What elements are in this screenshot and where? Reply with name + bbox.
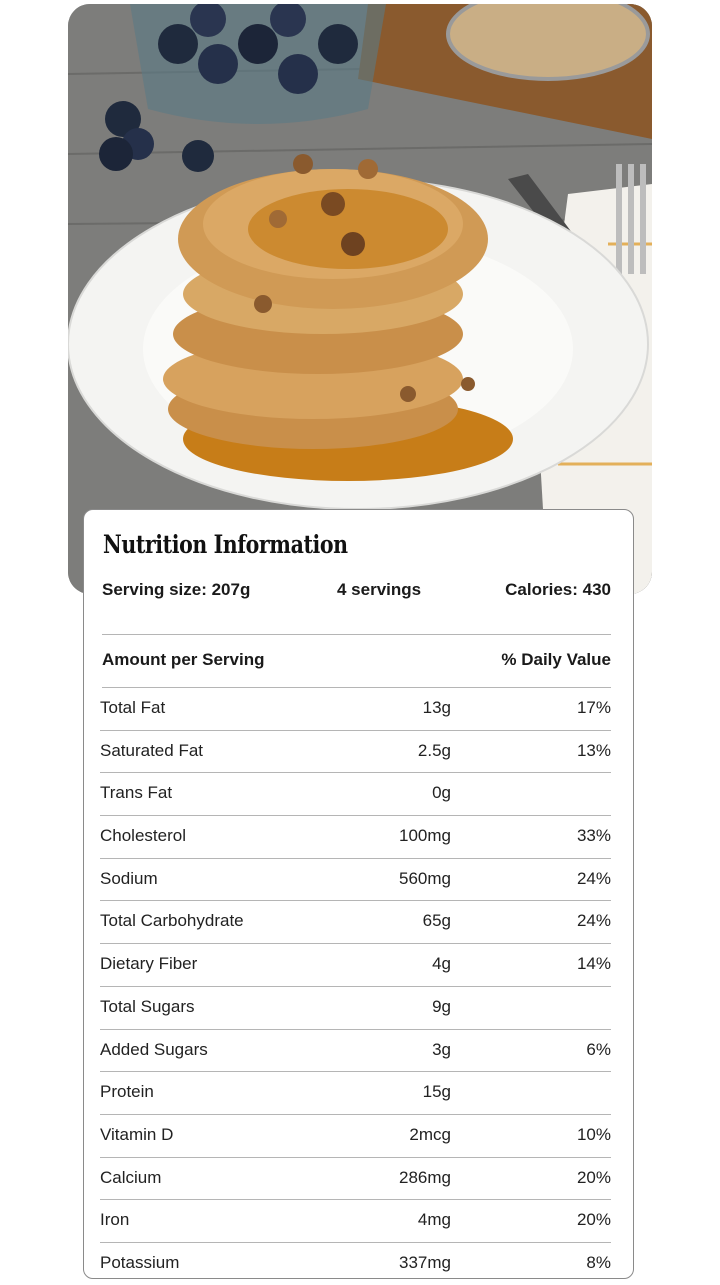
nutrient-amount: 100mg (399, 826, 451, 846)
table-row (100, 688, 611, 731)
nutrient-amount: 560mg (399, 868, 451, 888)
nutrient-name: Trans Fat (100, 783, 173, 803)
nutrient-amount: 65g (422, 911, 451, 931)
serving-size: Serving size: 207g (102, 580, 251, 599)
nutrient-dv: 10% (576, 1124, 611, 1144)
nutrient-dv: 13% (576, 740, 611, 760)
nutrient-amount: 3g (432, 1039, 451, 1059)
nutrient-amount: 4mg (417, 1210, 451, 1230)
nutrient-name: Calcium (100, 1167, 162, 1187)
table-row (100, 816, 611, 859)
divider (102, 634, 611, 635)
table-row (100, 1030, 611, 1073)
header-amount: Amount per Serving (102, 650, 265, 669)
table-row (100, 731, 611, 774)
nutrient-dv: 8% (586, 1252, 611, 1272)
nutrient-name: Total Fat (100, 698, 166, 717)
nutrient-name: Cholesterol (100, 826, 186, 846)
nutrient-name: Potassium (100, 1252, 180, 1272)
table-row (100, 987, 611, 1030)
nutrient-dv: 17% (576, 698, 611, 717)
nutrient-name: Saturated Fat (100, 740, 204, 760)
nutrient-amount: 15g (422, 1082, 451, 1102)
table-row (100, 901, 611, 944)
table-row (100, 1243, 611, 1285)
table-row (100, 1200, 611, 1243)
nutrient-name: Vitamin D (100, 1124, 174, 1144)
table-row (100, 944, 611, 987)
nutrient-amount: 2.5g (417, 740, 451, 760)
nutrient-table (100, 688, 611, 1285)
nutrient-amount: 0g (432, 783, 451, 803)
serving-summary (102, 580, 611, 604)
nutrient-dv: 24% (576, 868, 611, 888)
table-header (102, 650, 611, 674)
nutrient-name: Sodium (100, 868, 158, 888)
servings-count: 4 servings (337, 580, 422, 599)
nutrient-dv: 33% (576, 826, 611, 846)
nutrient-name: Iron (100, 1210, 130, 1230)
nutrition-title: Nutrition Information (103, 530, 348, 559)
table-row (100, 859, 611, 902)
nutrient-dv: 24% (576, 911, 611, 931)
nutrient-amount: 4g (432, 954, 451, 974)
nutrient-name: Protein (100, 1082, 154, 1102)
nutrient-amount: 9g (432, 996, 451, 1016)
nutrition-card (83, 509, 634, 1279)
nutrient-amount: 13g (422, 698, 451, 717)
nutrient-amount: 286mg (399, 1167, 451, 1187)
nutrient-name: Added Sugars (100, 1039, 208, 1059)
nutrient-name: Dietary Fiber (100, 954, 198, 974)
nutrient-dv: 20% (576, 1167, 611, 1187)
nutrient-name: Total Carbohydrate (100, 911, 244, 931)
table-row (100, 1072, 611, 1115)
nutrient-amount: 2mcg (409, 1124, 451, 1144)
table-row (100, 1158, 611, 1201)
nutrient-dv: 14% (576, 954, 611, 974)
nutrient-amount: 337mg (399, 1252, 451, 1272)
nutrient-dv: 6% (586, 1039, 611, 1059)
nutrient-dv: 20% (576, 1210, 611, 1230)
table-row (100, 1115, 611, 1158)
calories: Calories: 430 (505, 580, 611, 599)
nutrient-name: Total Sugars (100, 996, 195, 1016)
table-row (100, 773, 611, 816)
header-daily-value: % Daily Value (501, 650, 611, 669)
recipe-photo (68, 4, 652, 594)
